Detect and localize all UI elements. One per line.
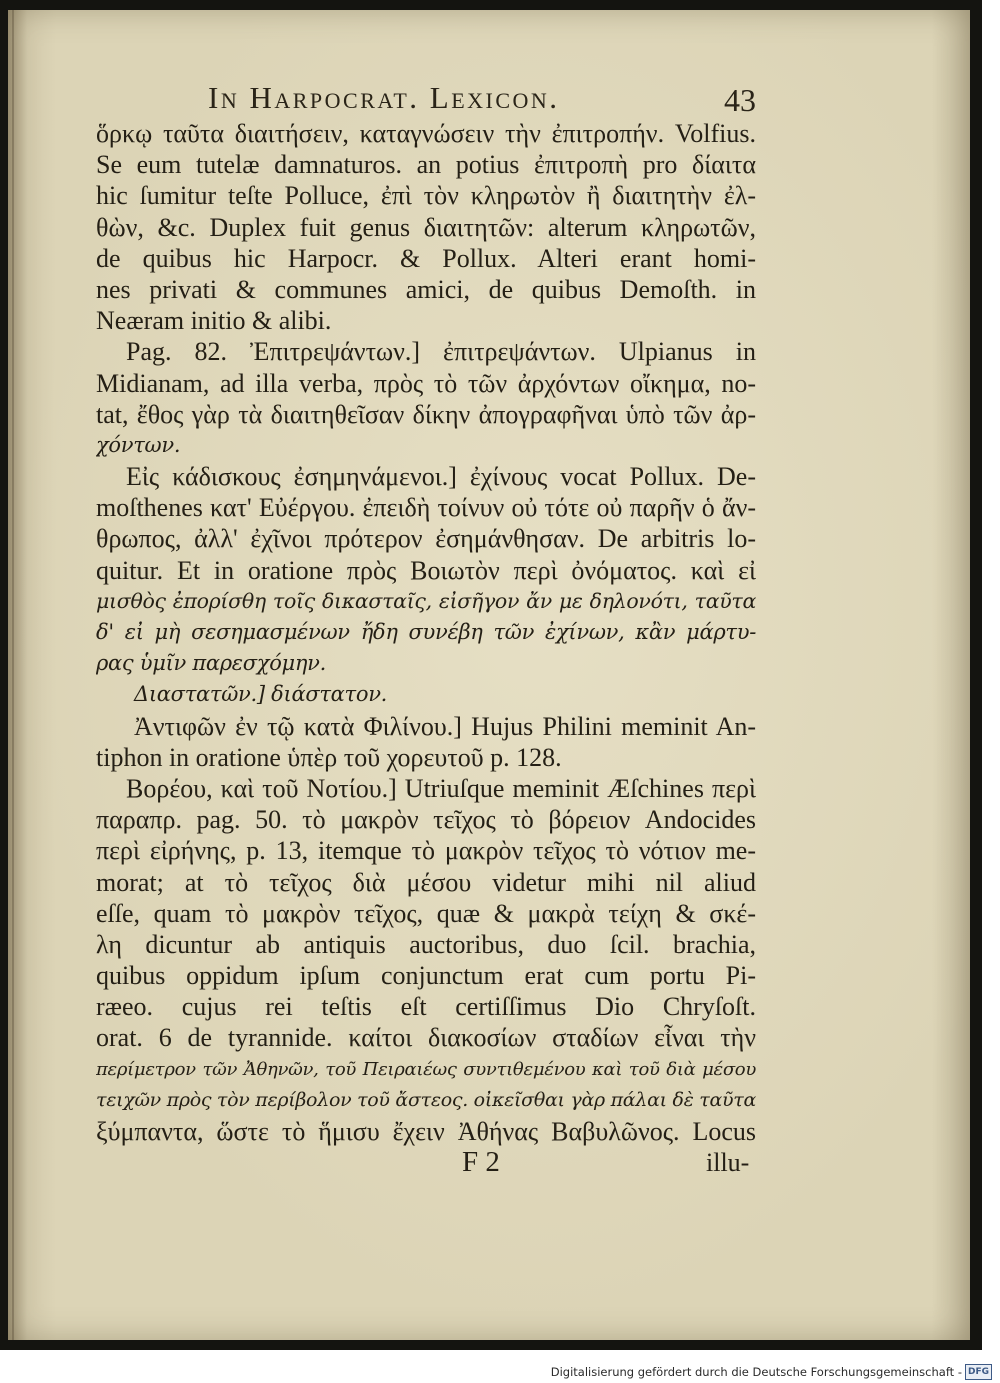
- text-line: nes privati & communes amici, de quibus Demoſth. in: [96, 274, 756, 304]
- text-line: quibus oppidum ipſum conjunctum erat cum portu Pi-: [96, 961, 756, 991]
- text-line: tiphon in oratione ὑπὲρ τοῦ χορευτοῦ p. 128.: [96, 742, 562, 772]
- funding-credit: Digitalisierung gefördert durch die Deutsche Forschungsgemeinschaft -: [550, 1365, 962, 1379]
- text-line: quitur. Et in oratione πρὸς Βοιωτὸν περὶ ὀνόματος. καὶ εἰ: [96, 555, 756, 585]
- text-line: θρωπος, ἀλλ' ἐχῖνοι πρότερον ἐσημάνθησαν. De arbitris lo-: [96, 524, 756, 554]
- dfg-logo-icon: DFG: [965, 1364, 992, 1380]
- text-line: orat. 6 de tyrannide. καίτοι διακοσίων σταδίων εἶναι τὴν: [96, 1023, 756, 1053]
- text-line: ξύμπαντα, ὥστε τὸ ἥμισυ ἔχειν Ἀθήνας Βαβυλῶνος. Locus: [96, 1117, 756, 1146]
- text-line: χόντων.: [96, 432, 181, 457]
- text-line: tat, ἔθος γὰρ τὰ διαιτηθεῖσαν δίκην ἀπογραφῆναι ὑπὸ τῶν ἀρ-: [96, 399, 756, 429]
- text-line: Διαστατῶν.] διάστατον.: [134, 682, 388, 707]
- signature-mark: F 2: [462, 1146, 500, 1178]
- text-line: Ἀντιφῶν ἐν τῷ κατὰ Φιλίνου.] Hujus Philini meminit An-: [134, 711, 756, 741]
- text-line: Βορέου, καὶ τοῦ Νοτίου.] Utriuſque meminit Æſchines περὶ: [126, 773, 756, 803]
- text-line: ὅρκῳ ταῦτα διαιτήσειν, καταγνώσειν τὴν ἐπιτροπήν. Volfius.: [96, 119, 756, 148]
- page-gutter: [12, 10, 14, 1340]
- text-line: de quibus hic Harpocr. & Pollux. Alteri erant homi-: [96, 243, 756, 273]
- running-head: In Harpocrat. Lexicon.: [208, 80, 560, 115]
- text-line: moſthenes κατ' Εὐέργου. ἐπειδὴ τοίνυν οὐ τότε οὐ παρῆν ὁ ἄν-: [96, 493, 756, 523]
- text-line: δ' εἰ μὴ σεσημασμένων ἤδη συνέβη τῶν ἐχίνων, κἂν μάρτυ-: [96, 620, 756, 644]
- catchword: illu-: [706, 1148, 750, 1177]
- text-line: hic ſumitur teſte Polluce, ἐπὶ τὸν κληρωτὸν ἢ διαιτητὴν ἐλ-: [96, 181, 756, 211]
- text-line: ρας ὑμῖν παρεσχόμην.: [96, 651, 327, 676]
- text-line: τειχῶν πρὸς τὸν περίβολον τοῦ ἄστεος. οἰκεῖσθαι γὰρ πάλαι δὲ ταῦτα: [96, 1088, 756, 1111]
- text-line: θὼν, &c. Duplex fuit genus διαιτητῶν: alterum κληρωτῶν,: [96, 212, 756, 242]
- text-line: λη dicuntur ab antiquis auctoribus, duo ſcil. brachia,: [96, 929, 756, 959]
- page-number: 43: [724, 82, 756, 118]
- text-line: Midianam, ad illa verba, πρὸς τὸ τῶν ἀρχόντων οἴκημα, no-: [96, 368, 756, 398]
- text-block: [96, 118, 756, 1147]
- text-line: παραπρ. pag. 50. τὸ μακρὸν τεῖχος τὸ βόρειον Andocides: [96, 805, 756, 835]
- text-line: Neæram initio & alibi.: [96, 306, 332, 336]
- text-line: Εἰς κάδισκους ἐσημηνάμενοι.] ἐχίνους vocat Pollux. De-: [126, 462, 756, 492]
- text-line: eſſe, quam τὸ μακρὸν τεῖχος, quæ & μακρὰ τείχη & σκέ-: [96, 898, 756, 928]
- text-line: Se eum tutelæ damnaturos. an potius ἐπιτροπὴ pro δίαιτα: [96, 150, 756, 180]
- text-line: περὶ εἰρήνης, p. 13, itemque τὸ μακρὸν τεῖχος τὸ νότιον me-: [96, 836, 756, 866]
- text-line: ræeo. cujus rei teſtis eſt certiſſimus Dio Chryſoſt.: [96, 992, 756, 1022]
- text-line: μισθὸς ἐπορίσθη τοῖς δικασταῖς, εἰσῆγον ἄν με δηλονότι, ταῦτα: [96, 588, 756, 613]
- text-line: περίμετρον τῶν Ἀθηνῶν, τοῦ Πειραιέως συντιθεμένου καὶ τοῦ διὰ μέσου: [96, 1058, 756, 1080]
- text-line: Pag. 82. Ἐπιτρεψάντων.] ἐπιτρεψάντων. Ulpianus in: [126, 337, 756, 367]
- text-line: morat; at τὸ τεῖχος διὰ μέσου videtur mihi nil aliud: [96, 867, 756, 897]
